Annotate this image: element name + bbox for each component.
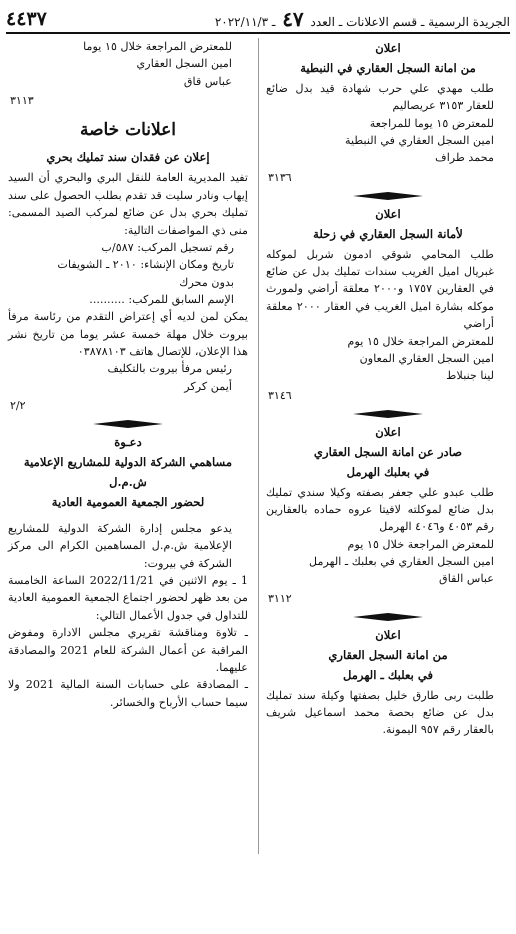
notice-label: اعلان bbox=[375, 627, 401, 642]
notice-baalbek-1 bbox=[266, 424, 510, 607]
notice-subtitle: في بعلبك ـ الهرمل bbox=[342, 667, 434, 682]
ad-ref: ٢/٢ bbox=[10, 399, 26, 413]
ad-intro: يدعو مجلس إدارة الشركة الدولية للمشاريع الإعلامية ش.م.ل المساهمين الكرام الى مركز الشركة في بيروت: bbox=[8, 522, 232, 570]
notice-body: طلبت ربى طارق خليل بصفتها وكيلة سند تمليك بدل عن ضائع بحصة محمد اسماعيل شريف بالعقار رقم ٩٥٧ اليمونة. bbox=[266, 688, 494, 737]
notice-subtitle: في بعلبك الهرمل bbox=[346, 464, 430, 479]
page-header bbox=[6, 6, 510, 34]
separator-ornament bbox=[353, 613, 423, 621]
notice-ref: ٣١١٣ bbox=[10, 94, 34, 108]
ad-field-previous-name: الإسم السابق للمركب: .......... bbox=[89, 292, 234, 306]
ad-signer: أيمن كركر bbox=[184, 379, 232, 393]
notice-signer: عباس القاق bbox=[439, 572, 494, 586]
left-column bbox=[8, 38, 248, 934]
notice-body: طلب مهدي علي حرب شهادة قيد بدل ضائع للعقار ٣١٥٣ عريصاليم bbox=[266, 81, 494, 113]
notice-nabatieh bbox=[266, 40, 510, 186]
ad-body-objection: يمكن لمن لديه أي إعتراض التقدم من رئاسة مرفأ بيروت خلال مهلة خمسة عشر يوما من تاريخ نشر هذا الإعلان، للإتصال هاتف ٠٣٨٧٨١٠٣ bbox=[8, 310, 248, 359]
ad-field-construction: تاريخ ومكان الإنشاء: ٢٠١٠ ـ الشويفات bbox=[57, 258, 234, 272]
notice-body: طلب المحامي شوقي ادمون شربل لموكله غبريال اميل الغريب سندات تمليك بدل عن ضائع في العقارين ١٧٥٧ و٢٠٠٠ معلقة أراضي ولمورث موكله بشارة اميل الغريب في العقار ٢٠٠٠ معلقة أراضي bbox=[266, 247, 494, 331]
notice-signer: محمد طراف bbox=[435, 151, 494, 165]
notice-ref: ٣١٤٦ bbox=[268, 388, 292, 402]
issue-date: ـ ٢٠٢٢/١١/٣ bbox=[214, 15, 276, 29]
ad-invitation bbox=[8, 434, 248, 711]
notice-office: امين السجل العقاري في بعلبك ـ الهرمل bbox=[309, 554, 494, 568]
notice-baalbek-2 bbox=[266, 627, 510, 739]
notice-signer: عباس قاق bbox=[183, 74, 232, 88]
right-column bbox=[266, 38, 510, 934]
column-divider bbox=[258, 38, 259, 854]
issue-number: ٤٧ bbox=[282, 7, 304, 31]
notice-label: اعلان bbox=[375, 206, 401, 221]
notice-signer: لينا جنبلاط bbox=[446, 369, 494, 383]
ad-office: رئيس مرفأ بيروت بالتكليف bbox=[107, 362, 232, 376]
ad-lost-deed bbox=[8, 149, 248, 414]
agenda-item: ـ تلاوة ومناقشة تقريري مجلس الادارة ومفوض المراقبة عن أعمال الشركة للعام 2021 والمصادقة عليهما. bbox=[8, 626, 248, 674]
notice-deadline: للمعترض المراجعة خلال ١٥ يوم bbox=[347, 334, 494, 348]
notice-ref: ٣١١٢ bbox=[268, 591, 292, 605]
notice-office: امين السجل العقاري bbox=[136, 57, 232, 71]
notice-ref: ٣١٣٦ bbox=[268, 170, 292, 184]
notice-deadline: للمعترض المراجعة خلال ١٥ يوم bbox=[347, 537, 494, 551]
notice-label: اعلان bbox=[375, 424, 401, 439]
ad-field-registration: رقم تسجيل المركب: ٥٨٧/ب bbox=[101, 240, 234, 254]
notice-deadline: للمعترض ١٥ يوما للمراجعة bbox=[369, 116, 494, 130]
ad-company: مساهمي الشركة الدولية للمشاريع الإعلامية bbox=[23, 455, 233, 470]
notice-zahle bbox=[266, 206, 510, 404]
notice-body: طلب عبدو علي جعفر بصفته وكيلا سندي تمليك بدل ضائع لموكلته لافيتا عروه حماده بالعقارين رقم ٤٠٥٣ و٤٠٤٦ الهرمل bbox=[266, 485, 494, 534]
ad-purpose: لحضور الجمعية العمومية العادية bbox=[51, 495, 205, 510]
publication-section: الجريدة الرسمية ـ قسم الاعلانات ـ العدد bbox=[310, 15, 510, 29]
agenda-item: 1 ـ يوم الاثنين في 2022/11/21 الساعة الخامسة من بعد ظهر لحضور اجتماع الجمعية العمومية العادية للتداول في جدول الأعمال التالي: bbox=[8, 574, 249, 622]
notice-title: لأمانة السجل العقاري في زحلة bbox=[313, 226, 463, 241]
running-title bbox=[215, 7, 510, 31]
notice-office: امين السجل العقاري في النبطية bbox=[344, 134, 494, 148]
separator-ornament bbox=[353, 410, 423, 418]
notice-deadline: للمعترض المراجعة خلال ١٥ يوما bbox=[83, 40, 232, 53]
section-title: اعلانات خاصة bbox=[79, 120, 177, 141]
ad-company-form: ش.م.ل bbox=[109, 475, 147, 490]
ad-field-engine: بدون محرك bbox=[179, 275, 234, 289]
ad-kicker: دعـوة bbox=[114, 435, 142, 450]
notice-title: من امانة السجل العقاري bbox=[328, 647, 448, 662]
notice-label: اعلان bbox=[375, 41, 401, 55]
notice-title: من امانة السجل العقاري في النبطية bbox=[300, 60, 476, 75]
ad-body: تفيد المديرية العامة للنقل البري والبحري أن السيد إيهاب ونادر سليت قد تقدم بطلب الحصول على سند تمليك بحري بدل عن ضائع لمركب الصيد المسمى: منى ذي المواصفات التالية: bbox=[8, 171, 248, 237]
notice-continuation bbox=[8, 38, 248, 109]
page-number: ٤٤٣٧ bbox=[6, 8, 47, 30]
notice-office: امين السجل العقاري المعاون bbox=[359, 351, 494, 365]
notice-title: صادر عن امانة السجل العقاري bbox=[313, 444, 463, 459]
separator-ornament bbox=[93, 420, 163, 428]
agenda-item: ـ المصادقة على حسابات السنة المالية 2021 ولا سيما حساب الأرباح والخسائر. bbox=[8, 678, 248, 709]
separator-ornament bbox=[353, 192, 423, 200]
ad-title: إعلان عن فقدان سند تمليك بحري bbox=[46, 150, 210, 165]
